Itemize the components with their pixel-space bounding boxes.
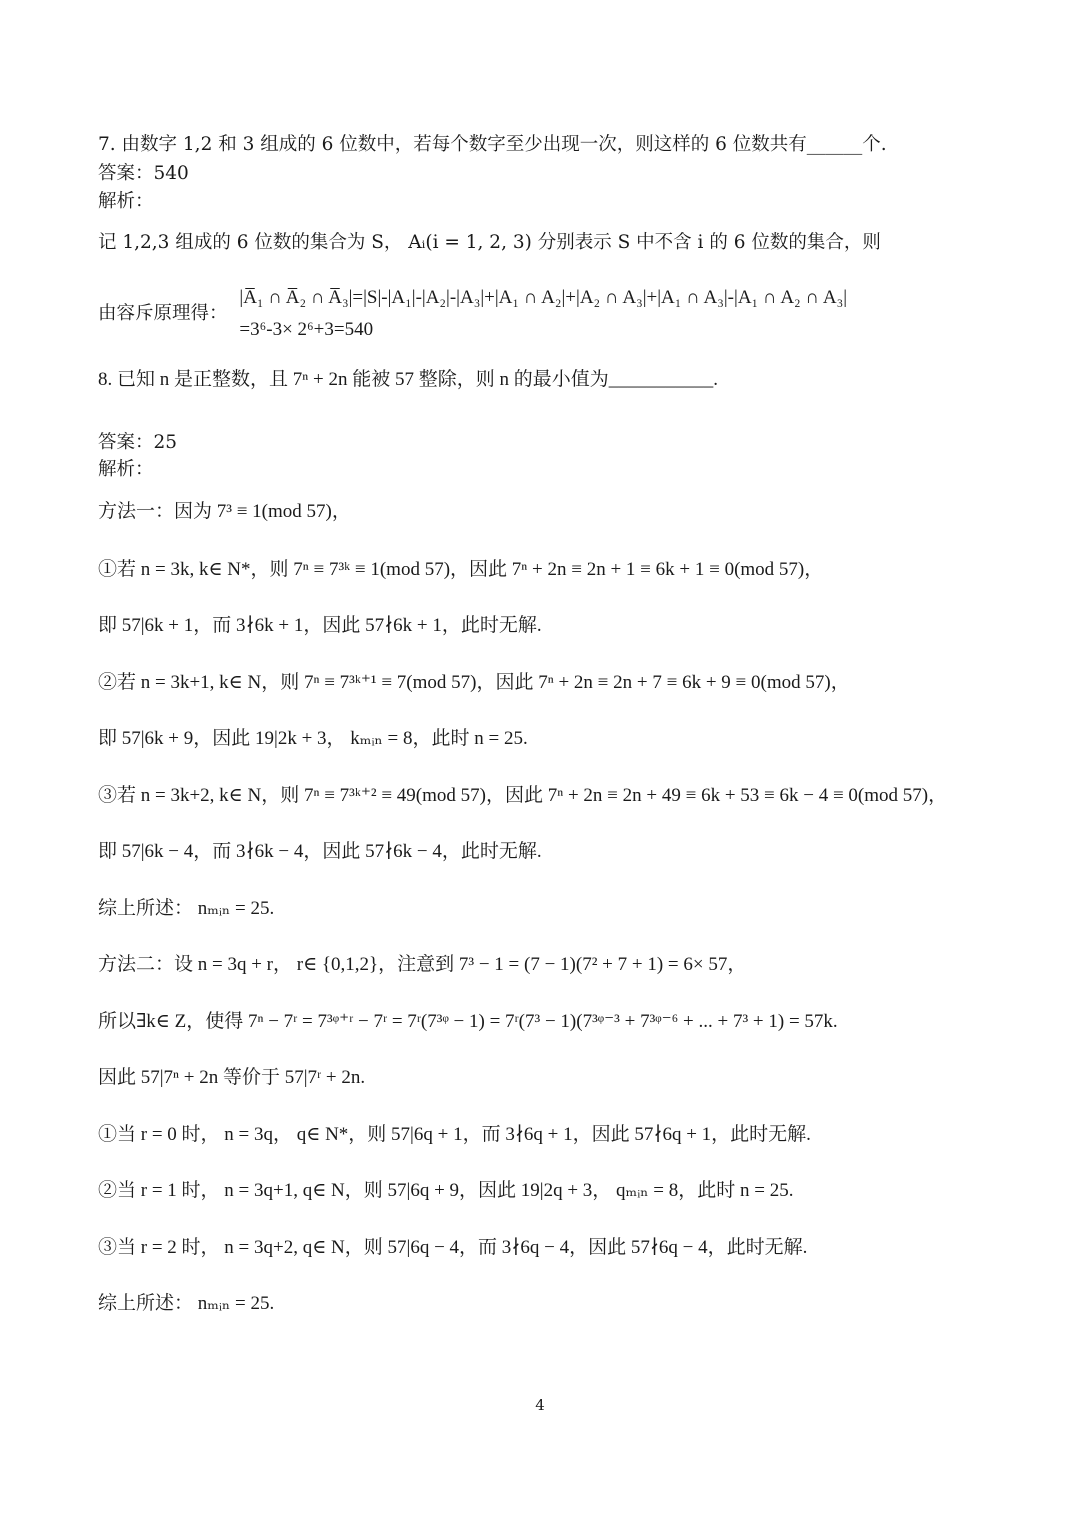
q7-formula-line-1: |A̅₁ ∩ A̅₂ ∩ A̅₃|=|S|-|A₁|-|A₂|-|A₃|+|A₁ ∩ A₂|+|A₂ ∩ A₃|+|A₁ ∩ A₃|-|A₁ ∩ A₂ ∩ A₃| bbox=[239, 287, 847, 308]
q8-answer: 答案：25 bbox=[98, 432, 178, 453]
q8-method2-case3: ③当 r = 2 时， n = 3q+2, q∈ N，则 57|6q − 4，而 3∤6q − 4，因此 57∤6q − 4，此时无解. bbox=[98, 1237, 808, 1258]
q8-method1-case2-cont: 即 57|6k + 9，因此 19|2k + 3， kₘᵢₙ = 8，此时 n = 25. bbox=[98, 728, 528, 749]
q8-method1-case3-cont: 即 57|6k − 4，而 3∤6k − 4，因此 57∤6k − 4，此时无解. bbox=[98, 841, 542, 862]
page-number: 4 bbox=[535, 1396, 545, 1414]
q7-inclusion-exclusion bbox=[98, 282, 1020, 352]
q8-method2-case2: ②当 r = 1 时， n = 3q+1, q∈ N，则 57|6q + 9，因此 19|2q + 3， qₘᵢₙ = 8，此时 n = 25. bbox=[98, 1180, 794, 1201]
q8-method1-case3: ③若 n = 3k+2, k∈ N，则 7ⁿ ≡ 7³ᵏ⁺² ≡ 49(mod 57)，因此 7ⁿ + 2n ≡ 2n + 49 ≡ 6k + 53 ≡ 6k − 4 ≡ 0(mod 57)， bbox=[98, 785, 948, 806]
q7-analysis-label: 解析： bbox=[98, 191, 154, 212]
q8-method1-case1: ①若 n = 3k, k∈ N*，则 7ⁿ ≡ 7³ᵏ ≡ 1(mod 57)，因此 7ⁿ + 2n ≡ 2n + 1 ≡ 6k + 1 ≡ 0(mod 57)， bbox=[98, 559, 824, 580]
q8-method1-intro: 方法一：因为 7³ ≡ 1(mod 57)， bbox=[98, 501, 351, 522]
q8-method2-exist: 所以∃k∈ Z，使得 7ⁿ − 7ʳ = 7³ᵠ⁺ʳ − 7ʳ = 7ʳ(7³ᵠ − 1) = 7ʳ(7³ − 1)(7³ᵠ⁻³ + 7³ᵠ⁻⁶ + ... + 7³ + 1) = 57k. bbox=[98, 1011, 838, 1032]
q7-answer: 答案：540 bbox=[98, 163, 189, 184]
q8-question: 8. 已知 n 是正整数，且 7ⁿ + 2n 能被 57 整除，则 n 的最小值为___________. bbox=[98, 369, 718, 390]
q7-question: 7. 由数字 1,2 和 3 组成的 6 位数中，若每个数字至少出现一次，则这样的 6 位数共有______个. bbox=[98, 134, 887, 155]
q8-method2-case1: ①当 r = 0 时， n = 3q， q∈ N*，则 57|6q + 1，而 3∤6q + 1，因此 57∤6q + 1，此时无解. bbox=[98, 1124, 811, 1145]
q8-method2-equiv: 因此 57|7ⁿ + 2n 等价于 57|7ʳ + 2n. bbox=[98, 1067, 366, 1088]
q7-inclusion-label: 由容斥原理得： bbox=[98, 303, 228, 324]
q8-method2-intro: 方法二：设 n = 3q + r， r∈ {0,1,2}，注意到 7³ − 1 = (7 − 1)(7² + 7 + 1) = 6× 57， bbox=[98, 954, 747, 975]
q8-method2-summary: 综上所述： nₘᵢₙ = 25. bbox=[98, 1293, 275, 1314]
q8-method1-case1-cont: 即 57|6k + 1，而 3∤6k + 1，因此 57∤6k + 1，此时无解. bbox=[98, 615, 542, 636]
q8-method1-summary: 综上所述： nₘᵢₙ = 25. bbox=[98, 898, 275, 919]
q8-analysis-label: 解析： bbox=[98, 459, 154, 480]
q8-method1-case2: ②若 n = 3k+1, k∈ N，则 7ⁿ ≡ 7³ᵏ⁺¹ ≡ 7(mod 57)，因此 7ⁿ + 2n ≡ 2n + 7 ≡ 6k + 9 ≡ 0(mod 57)， bbox=[98, 672, 850, 693]
q7-setup: 记 1,2,3 组成的 6 位数的集合为 S， Aᵢ(i = 1, 2, 3) 分别表示 S 中不含 i 的 6 位数的集合，则 bbox=[98, 232, 881, 253]
q7-formula-line-2: =3⁶-3× 2⁶+3=540 bbox=[239, 319, 374, 340]
q7-formula-block bbox=[239, 282, 847, 346]
